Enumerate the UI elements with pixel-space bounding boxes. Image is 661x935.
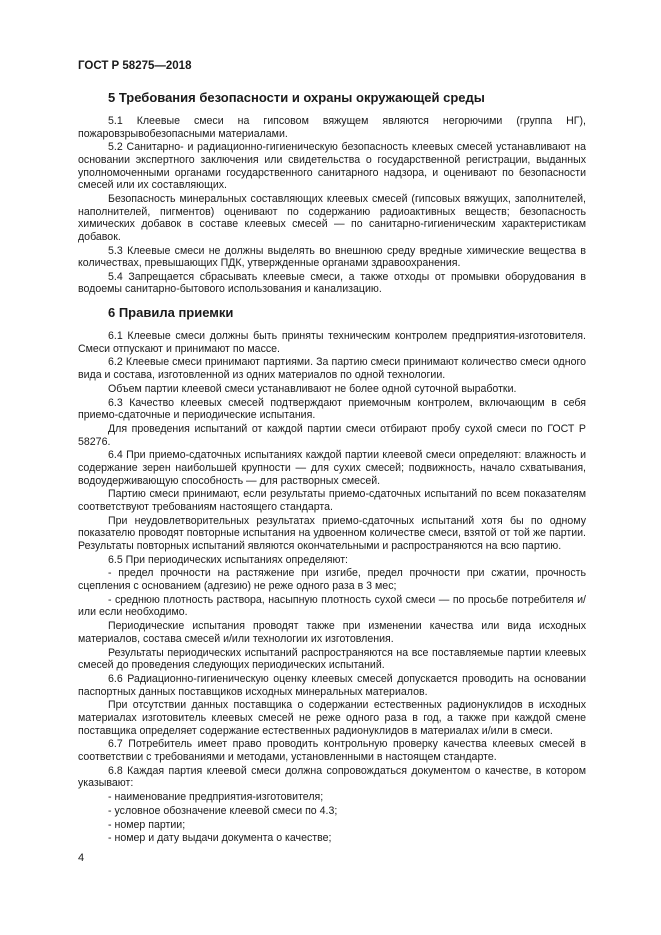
list-item: - номер и дату выдачи документа о качестве;	[108, 832, 332, 845]
paragraph: 5.4 Запрещается сбрасывать клеевые смеси, а также отходы от промывки оборудования в водоемы санитарно-бытового использования и канализацию.	[78, 270, 586, 296]
list-item: - наименование предприятия-изготовителя;	[108, 791, 324, 804]
paragraph: Результаты периодических испытаний распространяются на все поставляемые партии клеевых смесей до проведения следующих периодических испытаний.	[78, 646, 586, 672]
list-item: - номер партии;	[108, 818, 186, 831]
section-5-title: 5 Требования безопасности и охраны окружающей среды	[108, 90, 485, 105]
section-5-body	[78, 115, 586, 296]
paragraph: При отсутствии данных поставщика о содержании естественных радионуклидов в исходных материалах изготовитель клеевых смесей не реже одного раза в год, а также при каждой смене поставщика определяет содержание естественных радионуклидов в материалах и/или в смеси.	[78, 699, 586, 737]
paragraph: 5.3 Клеевые смеси не должны выделять во внешнюю среду вредные химические вещества в количествах, превышающих ПДК, утвержденные органами здравоохранения.	[78, 244, 586, 270]
paragraph: 6.2 Клеевые смеси принимают партиями. За партию смеси принимают количество смеси одного вида и состава, изготовленной из одних материалов по одной технологии.	[78, 356, 586, 382]
paragraph: 6.6 Радиационно-гигиеническую оценку клеевых смесей допускается проводить на основании паспортных данных поставщиков исходных минеральных материалов.	[78, 672, 586, 698]
paragraph: 6.4 При приемо-сдаточных испытаниях каждой партии клеевой смеси определяют: влажность и содержание зерен наибольшей крупности — для сухих смесей; подвижность, начало схватывания, водоудерживающую способность — для растворных смесей.	[78, 449, 586, 487]
paragraph: 5.1 Клеевые смеси на гипсовом вяжущем являются негорючими (группа НГ), пожаровзрывобезопасными материалами.	[78, 115, 586, 140]
paragraph: 6.8 Каждая партия клеевой смеси должна сопровождаться документом о качестве, в котором указывают:	[78, 764, 586, 790]
paragraph: 6.7 Потребитель имеет право проводить контрольную проверку качества клеевых смесей в соответствии с требованиями и методами, установленными в настоящем стандарте.	[78, 738, 586, 763]
paragraph: При неудовлетворительных результатах приемо-сдаточных испытаний хотя бы по одному показателю проводят повторные испытания на удвоенном количестве смеси, взятой от той же партии. Результаты повторных испытаний являются окончательными и распространяются на всю партию.	[78, 514, 586, 552]
paragraph: Объем партии клеевой смеси устанавливают не более одной суточной выработки.	[108, 382, 517, 395]
paragraph: Партию смеси принимают, если результаты приемо-сдаточных испытаний по всем показателям соответствуют требованиям настоящего стандарта.	[78, 488, 586, 513]
document-body	[78, 90, 586, 846]
paragraph: Безопасность минеральных составляющих клеевых смесей (гипсовых вяжущих, заполнителей, наполнителей, пигментов) оценивают по содержанию радиоактивных веществ; безопасность химических добавок в составе клеевых смесей — по санитарно-гигиеническим характеристикам добавок.	[78, 192, 586, 243]
paragraph: 5.2 Санитарно- и радиационно-гигиеническую безопасность клеевых смесей устанавливают на основании экспертного заключения или свидетельства о государственной регистрации, выданных уполномоченными органами государственного санитарного надзора, и оценивают по безопасности смесей или их составляющих.	[78, 141, 586, 192]
paragraph: 6.3 Качество клеевых смесей подтверждают приемочным контролем, включающим в себя приемо-сдаточные и периодические испытания.	[78, 396, 586, 422]
list-item: - условное обозначение клеевой смеси по 4.3;	[108, 804, 338, 817]
paragraph: Периодические испытания проводят также при изменении качества или вида исходных материалов, состава смесей и/или технологии их изготовления.	[78, 620, 586, 645]
page-number: 4	[78, 852, 85, 864]
document-header: ГОСТ Р 58275—2018	[78, 60, 192, 72]
section-6-body	[78, 330, 586, 845]
paragraph: 6.1 Клеевые смеси должны быть приняты техническим контролем предприятия-изготовителя. Смеси отпускают и принимают по массе.	[78, 330, 586, 355]
list-item: - предел прочности на растяжение при изгибе, предел прочности при сжатии, прочность сцепления с основанием (адгезию) не реже одного раза в 3 мес;	[78, 567, 586, 593]
paragraph: 6.5 При периодических испытаниях определяют:	[108, 553, 348, 566]
paragraph: Для проведения испытаний от каждой партии смеси отбирают пробу сухой смеси по ГОСТ Р 58276.	[78, 422, 586, 448]
section-6-title: 6 Правила приемки	[108, 305, 234, 321]
list-item: - среднюю плотность раствора, насыпную плотность сухой смеси — по просьбе потребителя и/или если необходимо.	[78, 593, 586, 619]
